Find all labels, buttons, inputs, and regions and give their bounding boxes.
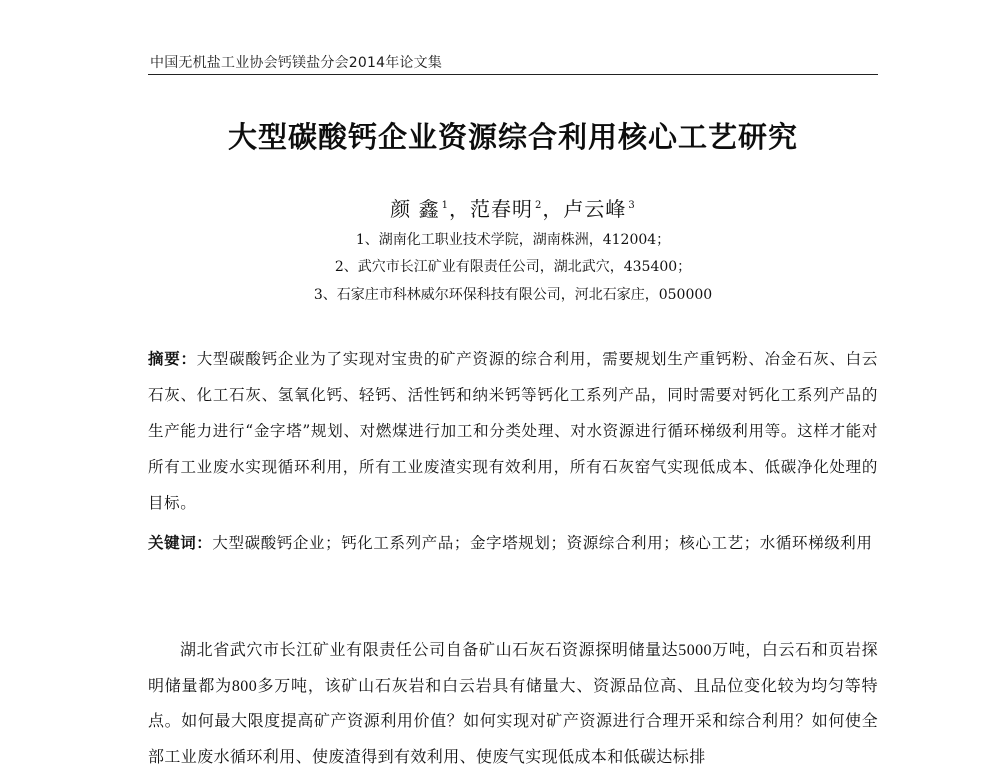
abstract-label: 摘要： [148,350,197,368]
author-separator: ， [542,197,564,221]
abstract [148,341,878,521]
affiliation-1: 1、湖南化工职业技术学院，湖南株洲，412004； [355,232,671,248]
body-paragraph: 湖北省武穴市长江矿业有限责任公司自备矿山石灰石资源探明储量达5000万吨，白云石和页岩探明储量都为800多万吨，该矿山石灰岩和白云岩具有储量大、资源品位高、且品位变化较为均匀等特点。如何最大限度提高矿产资源利用价值？如何实现对矿产资源进行合理开采和综合利用？如何使全部工业废水循环利用、使废渣得到有效利用、使废气实现低成本和低碳达标排 [148,642,878,766]
author-affiliation-mark: 2 [534,200,543,212]
header-rule [148,74,878,75]
keywords [148,525,878,561]
affiliation-3: 3、石家庄市科林威尔环保科技有限公司，河北石家庄，050000 [313,287,713,303]
running-header: 中国无机盐工业协会钙镁盐分会2014年论文集 [150,55,443,71]
paper-title: 大型碳酸钙企业资源综合利用核心工艺研究 [227,120,798,154]
abstract-text: 大型碳酸钙企业为了实现对宝贵的矿产资源的综合利用，需要规划生产重钙粉、冶金石灰、白云石灰、化工石灰、氢氧化钙、轻钙、活性钙和纳米钙等钙化工系列产品，同时需要对钙化工系列产品的生产能力进行“金字塔”规划、对燃煤进行加工和分类处理、对水资源进行循环梯级利用等。这样才能对所有工业废水实现循环利用，所有工业废渣实现有效利用，所有石灰窑气实现低成本、低碳净化处理的目标。 [148,350,879,512]
author-name: 颜 鑫 [390,197,440,221]
author-affiliation-mark: 1 [441,200,449,212]
keywords-label: 关键词： [148,534,213,552]
author-name: 范春明 [469,197,533,221]
author-affiliation-mark: 3 [628,200,636,212]
author-separator: ， [448,197,470,221]
keywords-text: 大型碳酸钙企业；钙化工系列产品；金字塔规划；资源综合利用；核心工艺；水循环梯级利用 [212,534,873,552]
author-line [148,193,878,222]
author-name: 卢云峰 [563,197,627,221]
affiliation-2: 2、武穴市长江矿业有限责任公司，湖北武穴，435400； [334,259,692,275]
